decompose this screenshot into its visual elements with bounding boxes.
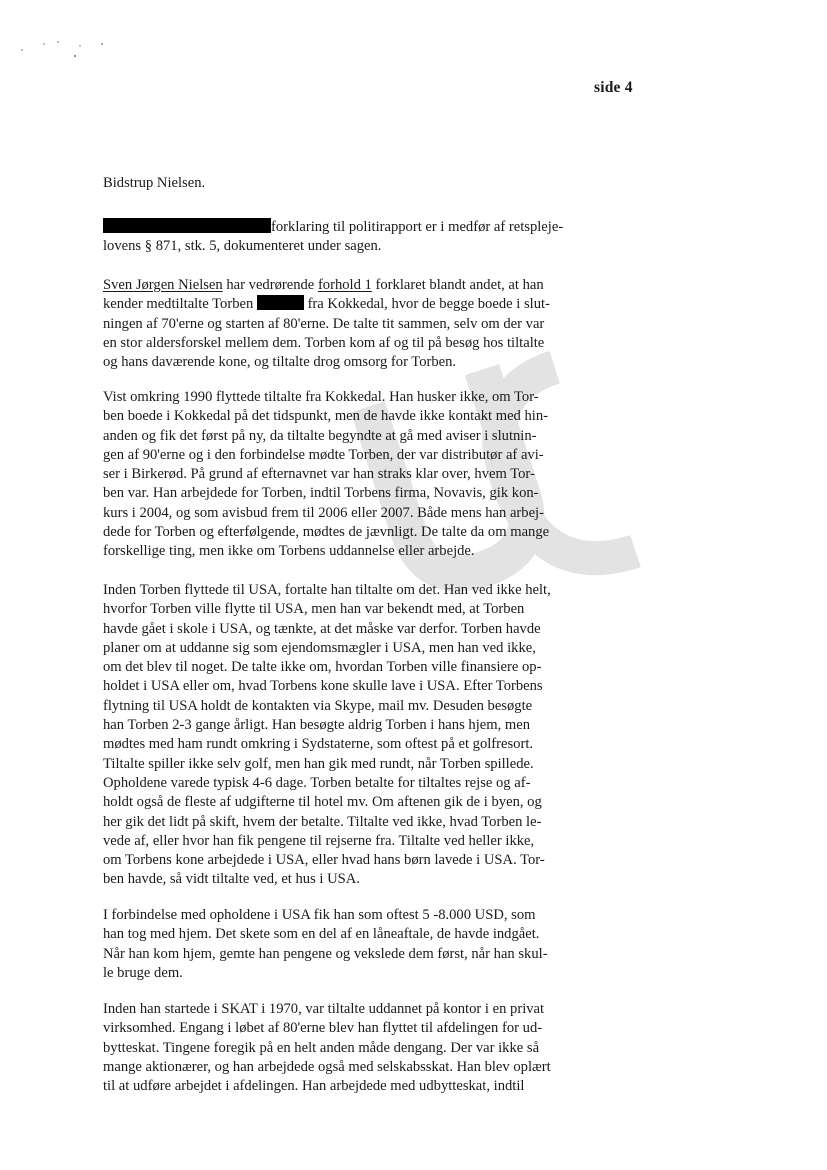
paragraph-line: ben var. Han arbejdede for Torben, indtil Torbens firma, Novavis, gik kon-	[103, 485, 539, 502]
paragraph-line: og hans daværende kone, og tiltalte drog omsorg for Torben.	[103, 354, 457, 371]
paragraph-line: mødtes med ham rundt omkring i Sydstaterne, som oftest på et golfresort.	[103, 736, 534, 753]
paragraph-line: forskellige ting, men ikke om Torbens uddannelse eller arbejde.	[103, 543, 475, 560]
paragraph-1	[103, 218, 596, 257]
salutation: Bidstrup Nielsen.	[103, 175, 206, 191]
paragraph-4	[103, 581, 596, 890]
paragraph-text: kender medtiltalte Torben	[103, 296, 257, 313]
paragraph-line: Tiltalte spiller ikke selv golf, men han gik med rundt, når Torben spillede.	[103, 755, 534, 772]
paragraph-text: forklaring til politirapport er i medfør af retspleje-	[271, 219, 564, 235]
paragraph-line: en stor aldersforskel mellem dem. Torben kom af og til på besøg hos tiltalte	[103, 334, 545, 351]
paragraph-line	[103, 295, 596, 314]
paragraph-line: ben havde, så vidt tiltalte ved, et hus i USA.	[103, 871, 360, 888]
paragraph-line: gen af 90'erne og i den forbindelse mødte Torben, der var distributør af avi-	[103, 446, 544, 463]
paragraph-line: han Torben 2-3 gange årligt. Han besøgte aldrig Torben i hans hjem, men	[103, 717, 531, 734]
paragraph-line: om det blev til noget. De talte ikke om, hvordan Torben ville finansiere op-	[103, 659, 542, 676]
paragraph-line: Inden Torben flyttede til USA, fortalte han tiltalte om det. Han ved ikke helt,	[103, 582, 551, 598]
paragraph-line	[103, 276, 596, 295]
paragraph-line: her gik det lidt på skift, hvem der betalte. Tiltalte ved ikke, hvad Torben le-	[103, 813, 542, 830]
paragraph-line: havde gået i skole i USA, og tænkte, at det måske var derfor. Torben havde	[103, 620, 541, 637]
paragraph-line: le bruge dem.	[103, 964, 183, 981]
paragraph-line: flytning til USA holdt de kontakten via Skype, mail mv. Desuden besøgte	[103, 697, 533, 714]
paragraph-line: hvorfor Torben ville flytte til USA, men han var bekendt med, at Torben	[103, 601, 525, 618]
paragraph-line: I forbindelse med opholdene i USA fik han som oftest 5 -8.000 USD, som	[103, 907, 536, 923]
paragraph-line: kurs i 2004, og som avisbud frem til 2006 eller 2007. Både mens han arbej-	[103, 504, 544, 521]
paragraph-line: dede for Torben og efterfølgende, mødtes de jævnligt. De talte da om mange	[103, 524, 550, 541]
paragraph-line: Vist omkring 1990 flyttede tiltalte fra Kokkedal. Han husker ikke, om Tor-	[103, 389, 539, 405]
redaction-bar	[103, 218, 271, 233]
paragraph-line: bytteskat. Tingene foregik på en helt anden måde dengang. Der var ikke så	[103, 1039, 540, 1056]
paragraph-line: om Torbens kone arbejdede i USA, eller hvad hans børn lavede i USA. Tor-	[103, 852, 545, 869]
paragraph-line: holdt også de fleste af udgifterne til hotel mv. Om aftenen gik de i byen, og	[103, 794, 542, 811]
paragraph-line: planer om at uddanne sig som ejendomsmægler i USA, men han ved ikke,	[103, 639, 536, 656]
witness-name: Sven Jørgen Nielsen	[103, 277, 223, 293]
paragraph-line: Inden han startede i SKAT i 1970, var tiltalte uddannet på kontor i en privat	[103, 1001, 545, 1017]
paragraph-line: til at udføre arbejdet i afdelingen. Han arbejdede med udbytteskat, indtil	[103, 1078, 525, 1095]
paragraph-2	[103, 276, 596, 372]
paragraph-line: anden og fik det først på ny, da tiltalte begyndte at gå med aviser i slutnin-	[103, 427, 537, 444]
paragraph-line	[103, 218, 596, 237]
page-number: side 4	[594, 79, 633, 96]
paragraph-line: virksomhed. Engang i løbet af 80'erne blev han flyttet til afdelingen for ud-	[103, 1020, 543, 1037]
paragraph-line: ser i Birkerød. På grund af efternavnet var han straks klar over, hvem Tor-	[103, 466, 535, 483]
paragraph-3	[103, 388, 596, 562]
paragraph-5	[103, 906, 596, 983]
paragraph-line: Når han kom hjem, gemte han pengene og vekslede dem først, når han skul-	[103, 945, 548, 962]
paragraph-text: fra Kokkedal, hvor de begge boede i slut-	[303, 296, 550, 313]
paragraph-text: forklaret blandt andet, at han	[371, 277, 544, 293]
paragraph-line: holdet i USA eller om, hvad Torbens kone skulle lave i USA. Efter Torbens	[103, 678, 543, 695]
paragraph-line: ningen af 70'erne og starten af 80'erne. De talte tit sammen, selv om der var	[103, 315, 545, 332]
paragraph-line: lovens § 871, stk. 5, dokumenteret under sagen.	[103, 238, 382, 255]
paragraph-line: vede af, eller hvor han fik pengene til rejserne fra. Tiltalte ved heller ikke,	[103, 832, 535, 849]
paragraph-line: mange aktionærer, og han arbejdede også med selskabsskat. Han blev oplært	[103, 1058, 551, 1075]
paragraph-text: har vedrørende	[222, 277, 318, 293]
forhold-reference: forhold 1	[317, 277, 372, 293]
paragraph-line: han tog med hjem. Det skete som en del af en låneaftale, de havde indgået.	[103, 926, 540, 943]
scan-specks	[18, 38, 128, 62]
paragraph-6	[103, 1000, 596, 1096]
paragraph-line: Opholdene varede typisk 4-6 dage. Torben betalte for tiltaltes rejse og af-	[103, 774, 531, 791]
redaction-bar	[257, 295, 304, 310]
paragraph-line: ben boede i Kokkedal på det tidspunkt, men de havde ikke kontakt med hin-	[103, 408, 548, 425]
